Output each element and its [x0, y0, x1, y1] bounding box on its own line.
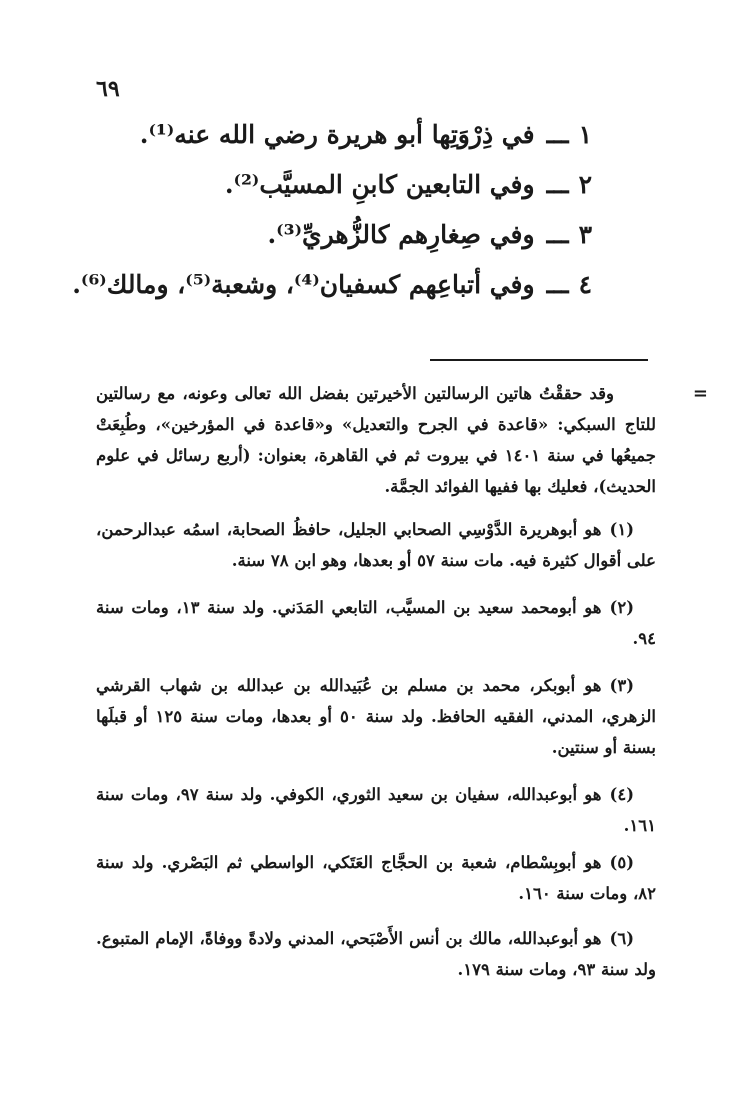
main-list-item	[140, 120, 592, 150]
item-text: وفي التابعين كابنِ المسيَّب⁽²⁾.	[224, 170, 535, 199]
footnote-2	[96, 592, 656, 654]
item-dash: ـــ	[546, 220, 569, 249]
item-number: ١	[578, 120, 592, 149]
main-text-list	[72, 120, 592, 300]
footnote-continued	[96, 378, 708, 502]
footnote-text: هو أبوبكر، محمد بن مسلم بن عُبَيدالله بن عبدالله بن شهاب القرشي الزهري، المدني، الفقيه الحافظ. ولد سنة ٥٠ أو بعدها، ومات سنة ١٢٥ أو قبلَها بسنة أو سنتين.	[96, 676, 656, 757]
item-text: وفي صِغارِهم كالزُّهريِّ⁽³⁾.	[267, 220, 535, 249]
main-list-item	[72, 270, 592, 300]
main-list-item	[140, 220, 592, 250]
footnote-label: (٦)	[609, 929, 634, 948]
item-number: ٢	[578, 170, 592, 199]
continuation-mark: =	[692, 383, 708, 404]
item-text: في ذِرْوَتِها أبو هريرة رضي الله عنه⁽¹⁾.	[139, 120, 535, 149]
footnote-label: (١)	[609, 520, 634, 539]
item-number: ٤	[578, 270, 592, 299]
footnote-4	[96, 779, 656, 841]
footnote-text: هو أبوهريرة الدَّوْسِي الصحابي الجليل، حافظُ الصحابة، اسمُه عبدالرحمن، على أقوال كثيرة فيه. مات سنة ٥٧ أو بعدها، وهو ابن ٧٨ سنة.	[96, 520, 656, 570]
footnote-text: هو أبوبِسْطام، شعبة بن الحجَّاج العَتَكي، الواسطي ثم البَصْري. ولد سنة ٨٢، ومات سنة ١٦٠.	[96, 853, 656, 903]
item-number: ٣	[578, 220, 592, 249]
footnote-6	[96, 923, 656, 985]
item-dash: ـــ	[546, 120, 569, 149]
item-text: وفي أتباعِهم كسفيان⁽⁴⁾، وشعبة⁽⁵⁾، ومالك⁽⁶⁾.	[72, 270, 535, 299]
footnote-label: (٥)	[609, 853, 634, 872]
footnote-label: (٣)	[609, 676, 634, 695]
footnote-text: هو أبوعبدالله، مالك بن أنس الأَصْبَحي، المدني ولادةً ووفاةً، الإمام المتبوع. ولد سنة ٩٣، ومات سنة ١٧٩.	[96, 929, 656, 979]
footnote-label: (٢)	[609, 598, 634, 617]
footnote-text: هو أبومحمد سعيد بن المسيَّب، التابعي المَدَني. ولد سنة ١٣، ومات سنة ٩٤.	[96, 598, 656, 648]
footnote-3	[96, 670, 656, 763]
footnote-continued-text: وقد حققْتُ هاتين الرسالتين الأخيرتين بفضل الله تعالى وعونه، مع رسالتين للتاج السبكي: «قاعدة في الجرح والتعديل» و«قاعدة في المؤرخين»، وطُبِعَتْ جميعُها في سنة ١٤٠١ في بيروت ثم في القاهرة، بعنوان: (أربع رسائل في علوم الحديث)، فعليك بها ففيها الفوائد الجمَّة.	[96, 384, 656, 496]
item-dash: ـــ	[546, 170, 569, 199]
footnote-divider	[430, 359, 648, 361]
footnote-text: هو أبوعبدالله، سفيان بن سعيد الثوري، الكوفي. ولد سنة ٩٧، ومات سنة ١٦١.	[96, 785, 656, 835]
footnote-5	[96, 847, 656, 909]
footnotes-section	[96, 378, 708, 985]
item-dash: ـــ	[546, 270, 569, 299]
footnote-1	[96, 514, 656, 576]
main-list-item	[140, 170, 592, 200]
footnote-label: (٤)	[609, 785, 634, 804]
page-number: ٦٩	[96, 76, 120, 102]
